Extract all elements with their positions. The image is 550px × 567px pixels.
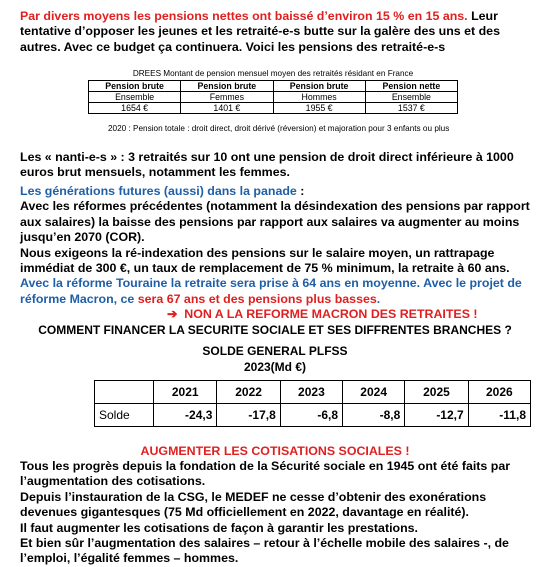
table-row [95, 404, 531, 427]
slogan-line [20, 307, 535, 322]
table-cell: -17,8 [217, 404, 280, 427]
cotisations-title: AUGMENTER LES COTISATIONS SOCIALES ! [140, 444, 410, 458]
reform-blue-text: Avec la réforme Touraine la retraite sera prise à 64 ans en moyenne. Avec le projet de réforme Macron, ce [20, 276, 522, 306]
table-header: 2023 [280, 381, 342, 404]
table-header: Pension nette [365, 81, 457, 92]
intro-paragraph [20, 9, 535, 55]
table-cell: -8,8 [343, 404, 405, 427]
reform-end-dot: . [376, 291, 381, 306]
table-cell: -12,7 [405, 404, 468, 427]
drees-pension-table [88, 80, 458, 114]
drees-note: 2020 : Pension totale : droit direct, droit dérivé (réversion) et majoration pour 3 enfants ou plus [108, 124, 450, 133]
plfss-table [94, 380, 531, 427]
table-cell: 1654 € [89, 103, 181, 114]
table-cell: -24,3 [154, 404, 217, 427]
generations-title: Les générations futures (aussi) dans la panade [20, 184, 297, 198]
table-header: 2026 [468, 381, 530, 404]
generations-heading [20, 184, 535, 199]
cotisations-body [20, 459, 535, 567]
reform-paragraph [20, 276, 535, 307]
reform-red-text: sera 67 ans et des pensions plus basses [137, 291, 377, 306]
table-header: Pension brute [89, 81, 181, 92]
solde-subtitle: 2023(Md €) [243, 360, 307, 374]
table-cell: 1955 € [273, 103, 365, 114]
table-cell: Femmes [181, 92, 273, 103]
table-cell: Hommes [273, 92, 365, 103]
nantis-paragraph: Les « nanti-e-s » : 3 retraités sur 10 ont une pension de droit direct inférieure à 1000 euros brut mensuels, notamment les femmes. [20, 150, 514, 180]
table-cell: Ensemble [365, 92, 457, 103]
table-header: 2025 [405, 381, 468, 404]
table-cell: 1401 € [181, 103, 273, 114]
financing-question: COMMENT FINANCER LA SECURITE SOCIALE ET SES DIFFRENTES BRANCHES ? [38, 323, 512, 337]
table-header-empty [95, 381, 154, 404]
table-cell: -11,8 [468, 404, 530, 427]
solde-title: SOLDE GENERAL PLFSS [202, 344, 348, 358]
slogan-text: NON A LA REFORME MACRON DES RETRAITES ! [184, 307, 478, 322]
cotisations-p2: Depuis l’instauration de la CSG, le MEDEF ne cesse d’obtenir des exonérations devenues gigantesques (75 Md officiellement en 2022, davantage en réalité). [20, 489, 487, 520]
arrow-icon: ➔ [167, 307, 178, 322]
table-header: 2024 [343, 381, 405, 404]
cotisations-p4: Et bien sûr l’augmentation des salaires – retour à l’échelle mobile des salaires -, de l’emploi, l’égalité femmes – hommes. [20, 536, 509, 566]
drees-caption: DREES Montant de pension mensuel moyen des retraités résidant en France [132, 69, 414, 78]
cotisations-p1: Tous les progrès depuis la fondation de la Sécurité sociale en 1945 ont été faits par l’augmentation des cotisations. [20, 459, 511, 489]
table-cell: -6,8 [280, 404, 342, 427]
table-header: 2021 [154, 381, 217, 404]
intro-text: Leur tentative d’opposer les jeunes et les retraité-e-s butte sur la galère des uns et des autres. Avec ce budget ça continuera. Voici les pensions des retraité-e-s [20, 9, 500, 54]
table-cell: Ensemble [89, 92, 181, 103]
cotisations-p3: Il faut augmenter les cotisations de façon à garantir les prestations. [20, 520, 418, 535]
generations-section [20, 184, 535, 323]
intro-highlight: Par divers moyens les pensions nettes ont baissé d’environ 15 % en 15 ans. [20, 9, 468, 23]
generations-body-2: Nous exigeons la ré-indexation des pensions sur le salaire moyen, un rattrapage immédiat de 300 €, un taux de remplacement de 75 % minimum, la retraite à 60 ans. [20, 245, 510, 276]
row-label: Solde [95, 404, 154, 427]
generations-colon: : [296, 184, 305, 198]
table-cell: 1537 € [365, 103, 457, 114]
table-header: 2022 [217, 381, 280, 404]
generations-body-1: Avec les réformes précédentes (notamment la désindexation des pensions par rapport aux salaires) la baisse des pensions par rapport aux salaires va augmenter au moins jusqu’en 2070 (COR). [20, 199, 530, 245]
table-header: Pension brute [273, 81, 365, 92]
table-header: Pension brute [181, 81, 273, 92]
